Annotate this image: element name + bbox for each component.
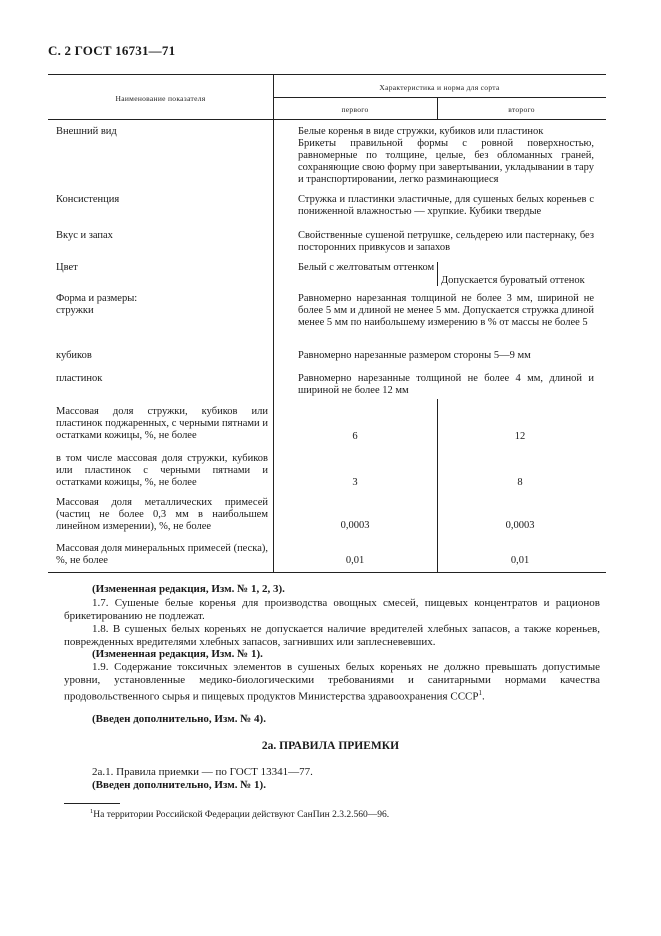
footnote-separator [64, 803, 120, 804]
row-cubes-text: Равномерно нарезанные размером стороны 5—9 мм [298, 350, 531, 361]
table-bottom-border [48, 572, 606, 573]
quality-table [48, 74, 606, 572]
row-consistency-text: Стружка и пластинки эластичные, для сушеных белых кореньев с пониженной влажностью — хрупкие. Кубики твердые [298, 194, 594, 217]
row-metal-grade1: 0,0003 [340, 520, 370, 531]
row-cubes-name: кубиков [56, 350, 92, 361]
grade-divider-values [437, 399, 438, 572]
clause-1-8: 1.8. В сушеных белых кореньях не допускается наличие вредителей хлебных запасов, а также кореньев, поврежденных вредителями хлебных запасов, загнивших или заплесневевших. [64, 623, 600, 648]
row-blackspots-grade2: 8 [517, 477, 523, 488]
row-appearance-text: Белые коренья в виде стружки, кубиков или пластинок Брикеты правильной формы с ровной поверхностью, равномерные по толщине, целые, без обломанных граней, сохраняющие свою форму при завертывании, укладывании в тару и транспортировании, легко разминающиеся [298, 126, 594, 185]
footnote: $^1$На территории Российской Федерации действуют СанПин 2.3.2.560—96. [90, 808, 390, 821]
footnote-ref: 1 [478, 689, 482, 697]
row-consistency-name: Консистенция [56, 194, 120, 205]
row-taste-name: Вкус и запах [56, 230, 113, 241]
row-mineral-name: Массовая доля минеральных примесей (песка), %, не более [56, 543, 268, 566]
clause-1-7: 1.7. Сушеные белые коренья для производства овощных смесей, пищевых концентратов и рационов брикетированию не подлежат. [64, 597, 600, 622]
grade-second-header: второго [508, 105, 535, 114]
row-color-text-grade2: Допускается буроватый оттенок [441, 275, 585, 286]
clause-2a-1: 2а.1. Правила приемки — по ГОСТ 13341—77. [92, 766, 313, 778]
header-bottom-border [48, 119, 606, 120]
clause-1-9: 1.9. Содержание токсичных элементов в сушеных белых кореньях не должно превышать допустимые уровни, установленные медико-биологическими требованиями и санитарными нормами качества продовольственного сырья и пищевых продуктов Министерства здравоохранения СССР$^1$. [64, 661, 600, 703]
row-roasted-name: Массовая доля стружки, кубиков или пластинок поджаренных, с черными пятнами и остатками кожицы, %, не более [56, 406, 268, 441]
row-roasted-grade2: 12 [514, 431, 526, 442]
row-blackspots-grade1: 3 [352, 477, 358, 488]
amendment-note-2: (Измененная редакция, Изм. № 1). [92, 648, 263, 660]
col-divider [273, 74, 274, 572]
col-characteristic-header: Характеристика и норма для сорта [379, 83, 500, 92]
amendment-note-4: (Введен дополнительно, Изм. № 1). [92, 779, 266, 791]
amendment-note-3: (Введен дополнительно, Изм. № 4). [92, 713, 266, 725]
row-blackspots-name: в том числе массовая доля стружки, кубиков или пластинок с черными пятнами и остатками кожицы, %, не более [56, 453, 268, 488]
row-shavings-name: Форма и размеры: стружки [56, 293, 138, 316]
row-color-text: Белый с желтоватым оттенком [298, 262, 435, 273]
grade-first-header: первого [341, 105, 369, 114]
row-mineral-grade2: 0,01 [510, 555, 530, 566]
row-appearance-name: Внешний вид [56, 126, 117, 137]
row-metal-name: Массовая доля металлических примесей (частиц не более 0,3 мм в наибольшем линейном измерении), %, не более [56, 497, 268, 532]
col-indicator-header: Наименование показателя [115, 94, 206, 103]
amendment-note-1: (Измененная редакция, Изм. № 1, 2, 3). [92, 583, 285, 595]
row-color-name: Цвет [56, 262, 78, 273]
row-plates-text: Равномерно нарезанные толщиной не более 4 мм, длиной и шириной не более 12 мм [298, 373, 594, 396]
header-grade-divider [273, 97, 606, 98]
row-roasted-grade1: 6 [352, 431, 358, 442]
row-taste-text: Свойственные сушеной петрушке, сельдерею или пастернаку, без посторонних привкусов и запахов [298, 230, 594, 253]
row-plates-name: пластинок [56, 373, 103, 384]
section-heading: 2а. ПРАВИЛА ПРИЕМКИ [261, 740, 400, 752]
table-top-border [48, 74, 606, 75]
row-mineral-grade1: 0,01 [345, 555, 365, 566]
row-shavings-text: Равномерно нарезанная толщиной не более 3 мм, шириной не более 5 мм и длиной не менее 5 мм. Допускается стружка длиной менее 5 мм по наибольшему измерению в % от массы не более 5 [298, 293, 594, 328]
row-metal-grade2: 0,0003 [505, 520, 535, 531]
page-header: С. 2 ГОСТ 16731—71 [48, 43, 176, 58]
